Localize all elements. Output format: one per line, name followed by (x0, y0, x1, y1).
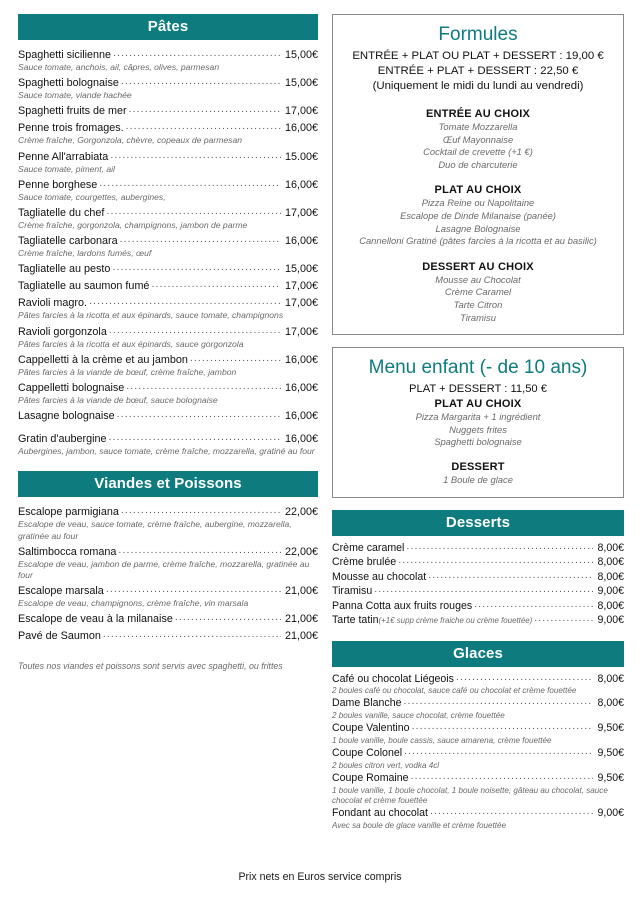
menu-item-name: Saltimbocca romana (18, 545, 117, 558)
menu-item-price: 17,00€ (284, 105, 318, 118)
menu-item-price: 9,00€ (597, 614, 624, 626)
menu-item (18, 584, 318, 609)
formule-group-heading: ENTRÉE AU CHOIX (425, 108, 531, 120)
menu-columns (18, 14, 622, 831)
dot-leader (106, 582, 281, 596)
menu-item-price: 17,00€ (284, 325, 318, 338)
dot-leader (456, 670, 594, 685)
menu-item (18, 262, 318, 276)
menu-item-description: 2 boules citron vert, vodka 4cl (332, 760, 440, 770)
pasta-item-list (18, 48, 318, 457)
menu-item-description: Crème fraîche, Gorgonzola, chèvre, copeaux de parmesan (18, 135, 243, 146)
formule-option: Tarte Citron (453, 298, 503, 310)
dot-leader (99, 176, 281, 190)
menu-item-description: Pâtes farcies à la viande de bœuf, sauce bolognaise (18, 395, 218, 406)
menu-item-price: 16,00€ (284, 433, 318, 446)
menu-item (18, 104, 318, 118)
dot-leader (404, 744, 593, 759)
menu-item-price: 21,00€ (284, 613, 318, 626)
menu-item-name: Tiramisu (332, 585, 373, 597)
menu-item-row (332, 746, 624, 761)
formule-price-line: ENTRÉE + PLAT OU PLAT + DESSERT : 19,00 € (352, 50, 604, 62)
menu-item (18, 381, 318, 406)
dot-leader (534, 611, 593, 626)
menu-item-name: Coupe Romaine (332, 772, 409, 785)
formule-option: Crème Caramel (444, 286, 512, 298)
menu-item-price: 9,50€ (597, 722, 624, 735)
menu-item-description: 1 boule vanille, boule cassis, sauce amarena, crème fouettée (332, 735, 552, 745)
meat-note: Toutes nos viandes et poissons sont servis avec spaghetti, ou frittes (18, 661, 283, 672)
menu-item-name: Escalope marsala (18, 585, 104, 598)
menu-item-price: 22,00€ (284, 506, 318, 519)
formule-option: Pizza Reine ou Napolitaine (421, 197, 535, 209)
dot-leader (109, 323, 281, 337)
menu-item-price: 15.00€ (284, 150, 318, 163)
menu-item-description: Crème fraîche, gorgonzola, champignons, jambon de parme (18, 220, 248, 231)
menu-item-row (18, 629, 318, 643)
menu-item-name: Panna Cotta aux fruits rouges (332, 599, 473, 612)
dot-leader (113, 46, 281, 60)
menu-item-description: Pâtes farcies à la ricotta et aux épinards, sauce gorgonzola (18, 338, 244, 349)
formule-option: Lasagne Bolognaise (435, 222, 521, 234)
menu-item-row (18, 150, 318, 164)
dot-leader (474, 597, 593, 612)
menu-enfant-option: Spaghetti bolognaise (434, 436, 522, 448)
formules-box (332, 14, 624, 335)
menu-item-name: Café ou chocolat Liégeois (332, 672, 454, 685)
menu-item-row (18, 104, 318, 118)
menu-item-name: Tagliatelle du chef (18, 207, 105, 220)
menu-item (18, 178, 318, 203)
menu-item-row (18, 296, 318, 310)
menu-item-price: 17,00€ (284, 207, 318, 220)
menu-item (332, 746, 624, 771)
menu-item-supplement: (+1€ supp crème fraiche ou crème fouettée) (378, 616, 533, 625)
formule-option: Cannelloni Gratiné (pâtes farcies à la ricotta et au basilic) (359, 235, 597, 247)
menu-item-price: 8,00€ (597, 697, 624, 710)
menu-item-price: 9,00€ (597, 585, 624, 597)
menu-item (18, 505, 318, 541)
dot-leader (117, 407, 281, 421)
dot-leader (126, 379, 281, 393)
menu-item-name: Mousse au chocolat (332, 570, 427, 583)
menu-item-row (332, 696, 624, 711)
section-header-pates: Pâtes (18, 14, 318, 40)
formule-group-heading: PLAT AU CHOIX (434, 184, 522, 197)
menu-item-price: 15,00€ (284, 263, 318, 276)
menu-enfant-plat-heading: PLAT AU CHOIX (434, 398, 522, 411)
menu-item-row (18, 612, 318, 626)
menu-enfant-box (332, 347, 624, 497)
dot-leader (121, 503, 281, 517)
menu-item-name: Escalope de veau à la milanaise (18, 613, 173, 626)
menu-item-description: 1 boule vanille, 1 boule chocolat, 1 boule noisette, gâteau au chocolat, sauce chocolat et crème fouettée (332, 785, 608, 806)
menu-item-price: 22,00€ (284, 545, 318, 558)
glace-item-list (332, 672, 624, 832)
formule-option: Escalope de Dinde Milanaise (panée) (400, 209, 556, 221)
menu-item-description: Sauce tomate, courgettes, aubergines, (18, 191, 166, 202)
menu-item-price: 8,00€ (597, 541, 624, 554)
menu-item-description: Sauce tomate, viande hachée (18, 90, 132, 101)
menu-item-row (332, 771, 624, 786)
formule-option: Tiramisu (460, 311, 496, 323)
menu-item-row (18, 48, 318, 62)
menu-item-row (332, 672, 624, 687)
dot-leader (129, 102, 281, 116)
menu-item-name: Tagliatelle au pesto (18, 263, 111, 276)
menu-item-price: 8,00€ (597, 556, 624, 568)
menu-item (18, 545, 318, 581)
menu-item-row (18, 76, 318, 90)
menu-item-row (18, 206, 318, 220)
formule-price-line: ENTRÉE + PLAT + DESSERT : 22,50 € (377, 65, 579, 77)
menu-item-row (18, 279, 318, 293)
formule-option: Cocktail de crevette (+1 €) (423, 146, 533, 158)
menu-item-name: Spaghetti bolognaise (18, 77, 119, 90)
menu-enfant-option: Pizza Margarita + 1 ingrédient (415, 411, 541, 423)
menu-item (332, 696, 624, 721)
menu-item-name: Tagliatelle carbonara (18, 235, 118, 248)
formule-group-heading: DESSERT AU CHOIX (422, 260, 534, 273)
menu-item-row (18, 121, 318, 135)
menu-enfant-dessert-options (341, 474, 615, 487)
menu-item-row (332, 806, 624, 821)
menu-item-name: Tagliatelle au saumon fumé (18, 280, 150, 293)
dot-leader (120, 232, 281, 246)
menu-item-name: Ravioli magro. (18, 297, 88, 310)
dot-leader (103, 627, 281, 641)
menu-enfant-dessert-heading: DESSERT (451, 460, 505, 473)
menu-item-price: 16,00€ (284, 353, 318, 366)
section-header-glaces: Glaces (332, 641, 624, 667)
menu-item (18, 76, 318, 101)
menu-item (18, 206, 318, 231)
menu-item-name: Crème brulée (332, 556, 397, 568)
menu-item-price: 16,00€ (284, 178, 318, 191)
left-column (18, 14, 318, 671)
menu-item-name: Penne All'arrabiata (18, 150, 109, 163)
dot-leader (398, 553, 593, 568)
menu-item-name: Spaghetti sicilienne (18, 49, 112, 61)
menu-item-price: 9,00€ (597, 807, 624, 820)
menu-item-price: 16,00€ (284, 235, 318, 248)
dot-leader (112, 260, 281, 274)
menu-item (18, 279, 318, 293)
menu-item-price: 9,50€ (597, 747, 624, 760)
formule-option: Tomate Mozzarella (438, 121, 518, 132)
menu-item-description: Aubergines, jambon, sauce tomate, crème fraîche, mozzarella, gratiné au four (18, 446, 315, 457)
menu-item-description: Avec sa boule de glace vanille et crème fouettée (332, 820, 506, 830)
menu-enfant-price-line: PLAT + DESSERT : 11,50 € (409, 383, 547, 396)
menu-item-name: Crème caramel (332, 541, 405, 554)
menu-item-description: 2 boules café ou chocolat, sauce café ou chocolat et crème fouettée (332, 686, 577, 695)
menu-item-price: 21,00€ (284, 630, 318, 643)
menu-item-name: Dame Blanche (332, 697, 402, 710)
menu-enfant-option: Nuggets frites (449, 423, 507, 435)
menu-item (18, 234, 318, 259)
menu-item-price: 17,00€ (284, 297, 318, 310)
menu-item-price: 15,00€ (284, 77, 318, 90)
dot-leader (412, 719, 594, 734)
formules-title: Formules (438, 24, 518, 45)
menu-item-price: 21,00€ (284, 585, 318, 598)
menu-item-name: Escalope parmigiana (18, 506, 119, 519)
menu-item (332, 613, 624, 629)
menu-item-row (18, 381, 318, 395)
menu-item-name: Fondant au chocolat (332, 807, 429, 820)
menu-item-description: Sauce tomate, piment, ail (18, 163, 115, 174)
section-header-viandes-poissons: Viandes et Poissons (18, 471, 318, 497)
menu-item-row (18, 432, 318, 446)
section-header-desserts: Desserts (332, 510, 624, 536)
menu-item-row (18, 545, 318, 559)
menu-item (332, 672, 624, 697)
menu-item-row (18, 262, 318, 276)
page-footer: Prix nets en Euros service compris (238, 871, 402, 883)
menu-item-description: Pâtes farcies à la ricotta et aux épinards, sauce tomate, champignons (18, 310, 284, 321)
menu-item-description: 2 boules vanille, sauce chocolat, crème fouettée (332, 710, 505, 720)
menu-item-price: 17,00€ (284, 280, 318, 293)
menu-item-price: 8,00€ (597, 570, 624, 583)
dot-leader (118, 543, 281, 557)
menu-item-price: 8,00€ (597, 599, 624, 612)
menu-item (18, 353, 318, 378)
dot-leader (121, 74, 281, 88)
formules-price-lines (341, 49, 615, 94)
menu-item-name: Tarte tatin (332, 614, 379, 626)
meat-item-list (18, 505, 318, 643)
menu-item-description: Escalope de veau, jambon de parme, crème fraîche, mozzarella, gratinée au four (18, 558, 310, 581)
menu-item-name: Coupe Colonel (332, 747, 403, 760)
formule-option: Mousse au Chocolat (435, 273, 521, 285)
menu-item-row (18, 325, 318, 339)
dot-leader (428, 568, 593, 583)
menu-enfant-option: 1 Boule de glace (443, 473, 513, 485)
menu-item (18, 612, 318, 626)
menu-item (332, 771, 624, 806)
menu-item-price: 15,00€ (284, 49, 318, 61)
formule-option: Duo de charcuterie (438, 158, 518, 170)
menu-item-name: Lasagne bolognaise (18, 410, 115, 423)
menu-item-row (18, 505, 318, 519)
menu-item-name: Gratin d'aubergine (18, 433, 107, 446)
menu-item-description: Escalope de veau, sauce tomate, crème fraîche, aubergine, mozzarella, gratinée au four (18, 519, 292, 541)
dot-leader (406, 539, 593, 554)
menu-item-row (18, 234, 318, 248)
menu-enfant-title: Menu enfant (- de 10 ans) (368, 357, 588, 379)
menu-item-price: 9,50€ (597, 772, 624, 785)
formules-choice-groups (341, 108, 615, 324)
menu-item (332, 806, 624, 831)
menu-item-name: Pavé de Saumon (18, 630, 101, 643)
menu-item-row (18, 584, 318, 598)
menu-item (18, 409, 318, 423)
menu-item (18, 325, 318, 350)
dessert-item-list (332, 541, 624, 629)
menu-item-row (18, 409, 318, 423)
menu-item-description: Pâtes farcies à la viande de bœuf, crème fraîche, jambon (18, 366, 237, 377)
menu-item (18, 48, 318, 73)
dot-leader (190, 351, 281, 365)
menu-item-name: Ravioli gorgonzola (18, 325, 107, 338)
menu-item-name: Cappelletti bolognaise (18, 382, 125, 395)
dot-leader (430, 804, 593, 819)
menu-item-row (18, 353, 318, 367)
menu-item-name: Spaghetti fruits de mer (18, 105, 127, 118)
menu-item-name: Penne borghese (18, 178, 98, 191)
menu-item-price: 16,00€ (284, 382, 318, 395)
menu-item (18, 296, 318, 321)
right-column (332, 14, 624, 831)
dot-leader (110, 148, 281, 162)
menu-item-name: Cappelletti à la crème et au jambon (18, 353, 188, 366)
menu-item-description: Escalope de veau, champignons, crème fraîche, vin marsala (18, 598, 249, 609)
dot-leader (151, 277, 281, 291)
menu-item (332, 721, 624, 746)
dot-leader (374, 582, 593, 597)
dot-leader (89, 294, 281, 308)
menu-item-name: Penne trois fromages. (18, 122, 124, 135)
menu-item (18, 150, 318, 175)
formule-option: Œuf Mayonnaise (442, 133, 514, 145)
menu-item-price: 16,00€ (284, 410, 318, 423)
menu-item-name: Coupe Valentino (332, 722, 410, 735)
menu-item-row (332, 613, 624, 629)
dot-leader (404, 694, 594, 709)
dot-leader (175, 610, 281, 624)
menu-item-price: 16,00€ (284, 122, 318, 135)
menu-item-description: Crème fraîche, lardons fumés, œuf (18, 248, 152, 259)
menu-item-description: Sauce tomate, anchois, ail, câpres, olives, parmesan (18, 62, 220, 72)
formule-price-line: (Uniquement le midi du lundi au vendredi) (372, 80, 584, 92)
menu-item-price: 8,00€ (597, 672, 624, 685)
menu-item (18, 629, 318, 643)
menu-enfant-plat-options (341, 411, 615, 449)
dot-leader (106, 204, 281, 218)
menu-item-row (332, 721, 624, 736)
menu-item (18, 432, 318, 457)
dot-leader (126, 119, 281, 133)
dot-leader (109, 430, 281, 444)
dot-leader (411, 769, 594, 784)
menu-item-row (18, 178, 318, 192)
menu-item (18, 121, 318, 146)
